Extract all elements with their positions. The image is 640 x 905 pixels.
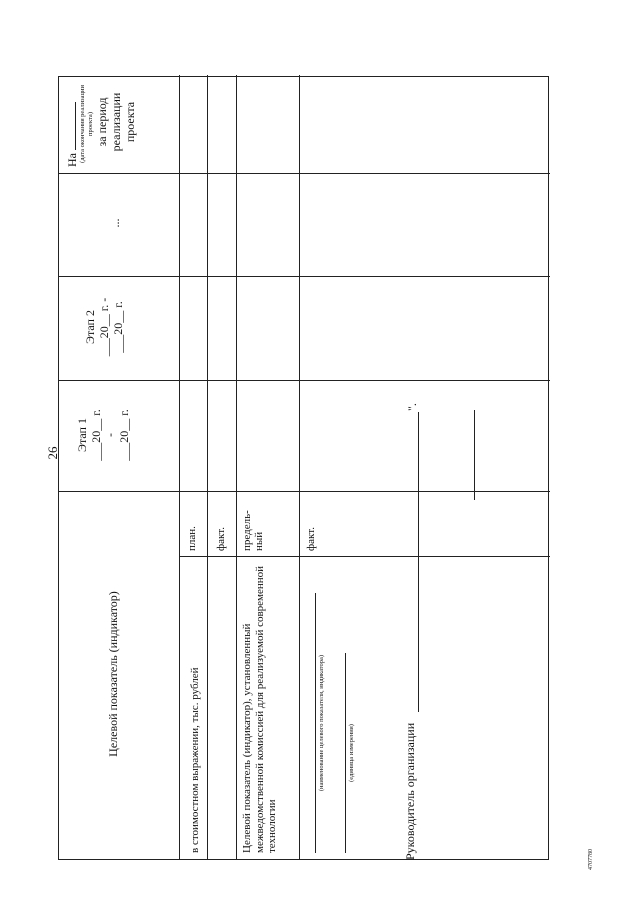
header-row-divider <box>179 75 180 859</box>
header-final <box>65 77 137 167</box>
header-ellipsis: ... <box>108 218 122 228</box>
final-suffix-2: реализации <box>109 92 123 152</box>
row-target-unit-blank <box>345 653 346 853</box>
stage2-start: ___20__ г. - <box>97 297 111 357</box>
final-suffix-3: проекта <box>123 101 137 143</box>
row-cost-fact: факт. <box>215 527 227 551</box>
row-target-fact: факт. <box>305 527 317 551</box>
final-prefix-line <box>65 77 79 167</box>
final-date-blank <box>75 102 76 150</box>
final-prefix: На <box>65 153 79 167</box>
row-cost-plan: план. <box>186 526 198 551</box>
col-divider-2 <box>59 380 550 381</box>
col-divider-4 <box>59 173 550 174</box>
footer-code: 4707780 <box>588 849 594 870</box>
row-target-name-blank <box>315 593 316 853</box>
signature-line <box>474 410 475 500</box>
row-divider-cost-plan <box>207 75 208 859</box>
signature-name-line <box>418 412 419 712</box>
stage2-title: Этап 2 <box>83 310 97 344</box>
header-stage2 <box>83 279 125 375</box>
col-divider-1 <box>59 491 550 492</box>
col-divider-3 <box>59 276 550 277</box>
page-number: 26 <box>45 446 60 460</box>
row-cost-label: в стоимостном выражении, тыс. рублей <box>189 667 201 853</box>
stage1-dash: - <box>103 433 117 437</box>
row-target-unit-note: (единица измерения) <box>348 724 355 782</box>
row-divider-cost-fact <box>236 75 237 859</box>
row-target-name-note: (наименование целевого показателя, индикатора) <box>318 654 325 792</box>
signature-quote: ". <box>405 403 419 411</box>
stage1-start: ___20__ г. <box>89 409 103 461</box>
header-indicator: Целевой показатель (индикатор) <box>106 591 120 757</box>
row-target-label: Целевой показатель (индикатор), установленный межведомственной комиссией для реализуемой современной технологии <box>241 565 278 853</box>
indicators-table <box>58 76 549 860</box>
signature-label: Руководитель организации <box>403 722 417 860</box>
final-suffix-1: за период <box>95 97 109 147</box>
col-divider-subrow <box>179 556 550 557</box>
stage2-end: ___20__ г. <box>111 301 125 353</box>
stage1-end: ___20__ г. <box>117 409 131 461</box>
row-divider-limit <box>299 75 300 859</box>
row-target-limit: предель-ный <box>241 510 265 551</box>
final-note: (дата окончания реализации проекта) <box>79 85 94 163</box>
header-stage1 <box>75 383 131 487</box>
stage1-title: Этап 1 <box>75 418 89 452</box>
